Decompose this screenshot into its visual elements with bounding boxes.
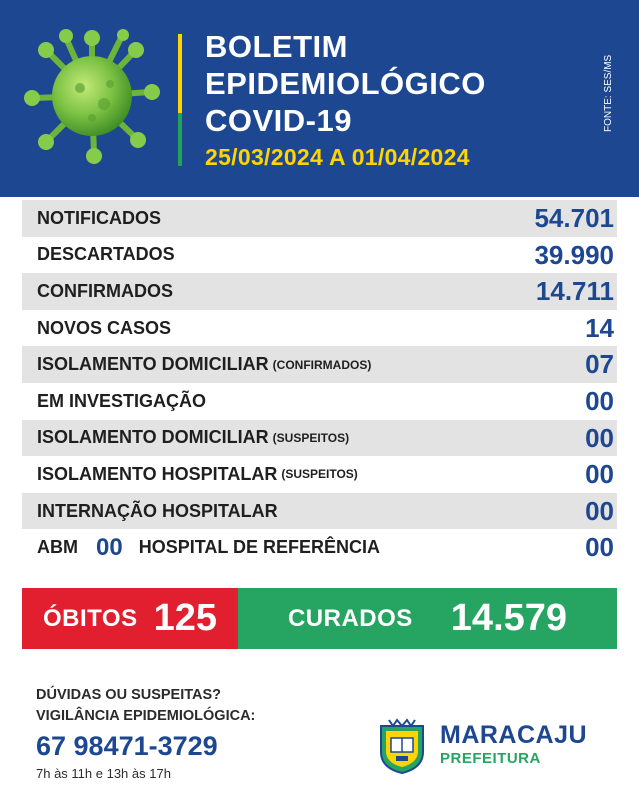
stats-table xyxy=(22,200,617,566)
stat-row-notificados xyxy=(22,200,617,237)
stat-note: (SUSPEITOS) xyxy=(281,467,358,482)
contact-question: DÚVIDAS OU SUSPEITAS? xyxy=(36,687,222,703)
stat-label: CONFIRMADOS xyxy=(37,280,173,301)
stat-row-isolamento-domiciliar-confirmados xyxy=(22,346,617,383)
recovered-panel xyxy=(238,588,617,649)
abm-value: 00 xyxy=(96,533,123,561)
city-name: MARACAJU xyxy=(440,721,588,749)
stat-value: 00 xyxy=(585,422,614,453)
stat-label: DESCARTADOS xyxy=(37,244,175,265)
title-line-2: EPIDEMIOLÓGICO xyxy=(205,66,486,101)
page-title xyxy=(205,28,486,139)
contact-info xyxy=(36,685,255,783)
stat-note: (SUSPEITOS) xyxy=(272,430,350,445)
date-range: 25/03/2024 A 01/04/2024 xyxy=(205,144,470,170)
stat-label: NOVOS CASOS xyxy=(37,317,172,338)
deaths-panel xyxy=(22,588,238,649)
contact-department: VIGILÂNCIA EPIDEMIOLÓGICA: xyxy=(36,708,256,724)
stat-value: 39.990 xyxy=(534,239,614,270)
source-note xyxy=(603,30,615,140)
header-divider xyxy=(178,34,182,166)
stat-value: 00 xyxy=(585,495,614,526)
bulletin-header xyxy=(0,0,639,197)
stat-value: 00 xyxy=(585,385,614,416)
stat-row-descartados xyxy=(22,237,617,274)
stat-value: 14 xyxy=(585,312,614,343)
brand-block xyxy=(440,720,587,768)
stat-row-hospital-referencia xyxy=(22,529,617,566)
abm-label: ABM xyxy=(37,537,78,558)
stat-row-isolamento-domiciliar-suspeitos xyxy=(22,420,617,457)
contact-phone[interactable]: 67 98471-3729 xyxy=(36,731,218,761)
stat-value: 07 xyxy=(585,349,614,380)
stat-row-em-investigacao xyxy=(22,383,617,420)
stat-value: 14.711 xyxy=(535,276,614,307)
stat-value: 00 xyxy=(585,459,614,490)
contact-hours: 7h às 11h e 13h às 17h xyxy=(36,766,171,781)
title-line-1: BOLETIM xyxy=(205,29,348,64)
stat-label: HOSPITAL DE REFERÊNCIA xyxy=(138,537,381,558)
city-subtitle: PREFEITURA xyxy=(440,750,541,767)
stat-row-confirmados xyxy=(22,273,617,310)
stat-row-novos-casos xyxy=(22,310,617,347)
stat-row-isolamento-hospitalar xyxy=(22,456,617,493)
stat-label: ISOLAMENTO HOSPITALAR xyxy=(37,463,278,484)
stat-label: EM INVESTIGAÇÃO xyxy=(37,390,207,411)
recovered-value: 14.579 xyxy=(450,597,568,639)
stat-value: 00 xyxy=(585,532,614,563)
stat-label: INTERNAÇÃO HOSPITALAR xyxy=(37,500,278,521)
recovered-label: CURADOS xyxy=(287,604,413,632)
title-line-3: COVID-19 xyxy=(205,103,352,138)
stat-row-internacao-hospitalar xyxy=(22,493,617,530)
stat-value: 54.701 xyxy=(534,203,614,233)
deaths-value: 125 xyxy=(153,597,217,639)
stat-label: ISOLAMENTO DOMICILIAR xyxy=(37,427,269,448)
stat-note: (CONFIRMADOS) xyxy=(272,357,372,372)
virus-icon xyxy=(22,26,162,166)
stat-label: ISOLAMENTO DOMICILIAR xyxy=(37,354,269,375)
city-crest-icon xyxy=(379,718,425,774)
source-text: FONTE: SES/MS xyxy=(603,54,614,132)
stat-label: NOTIFICADOS xyxy=(37,207,161,228)
deaths-label: ÓBITOS xyxy=(43,604,138,632)
